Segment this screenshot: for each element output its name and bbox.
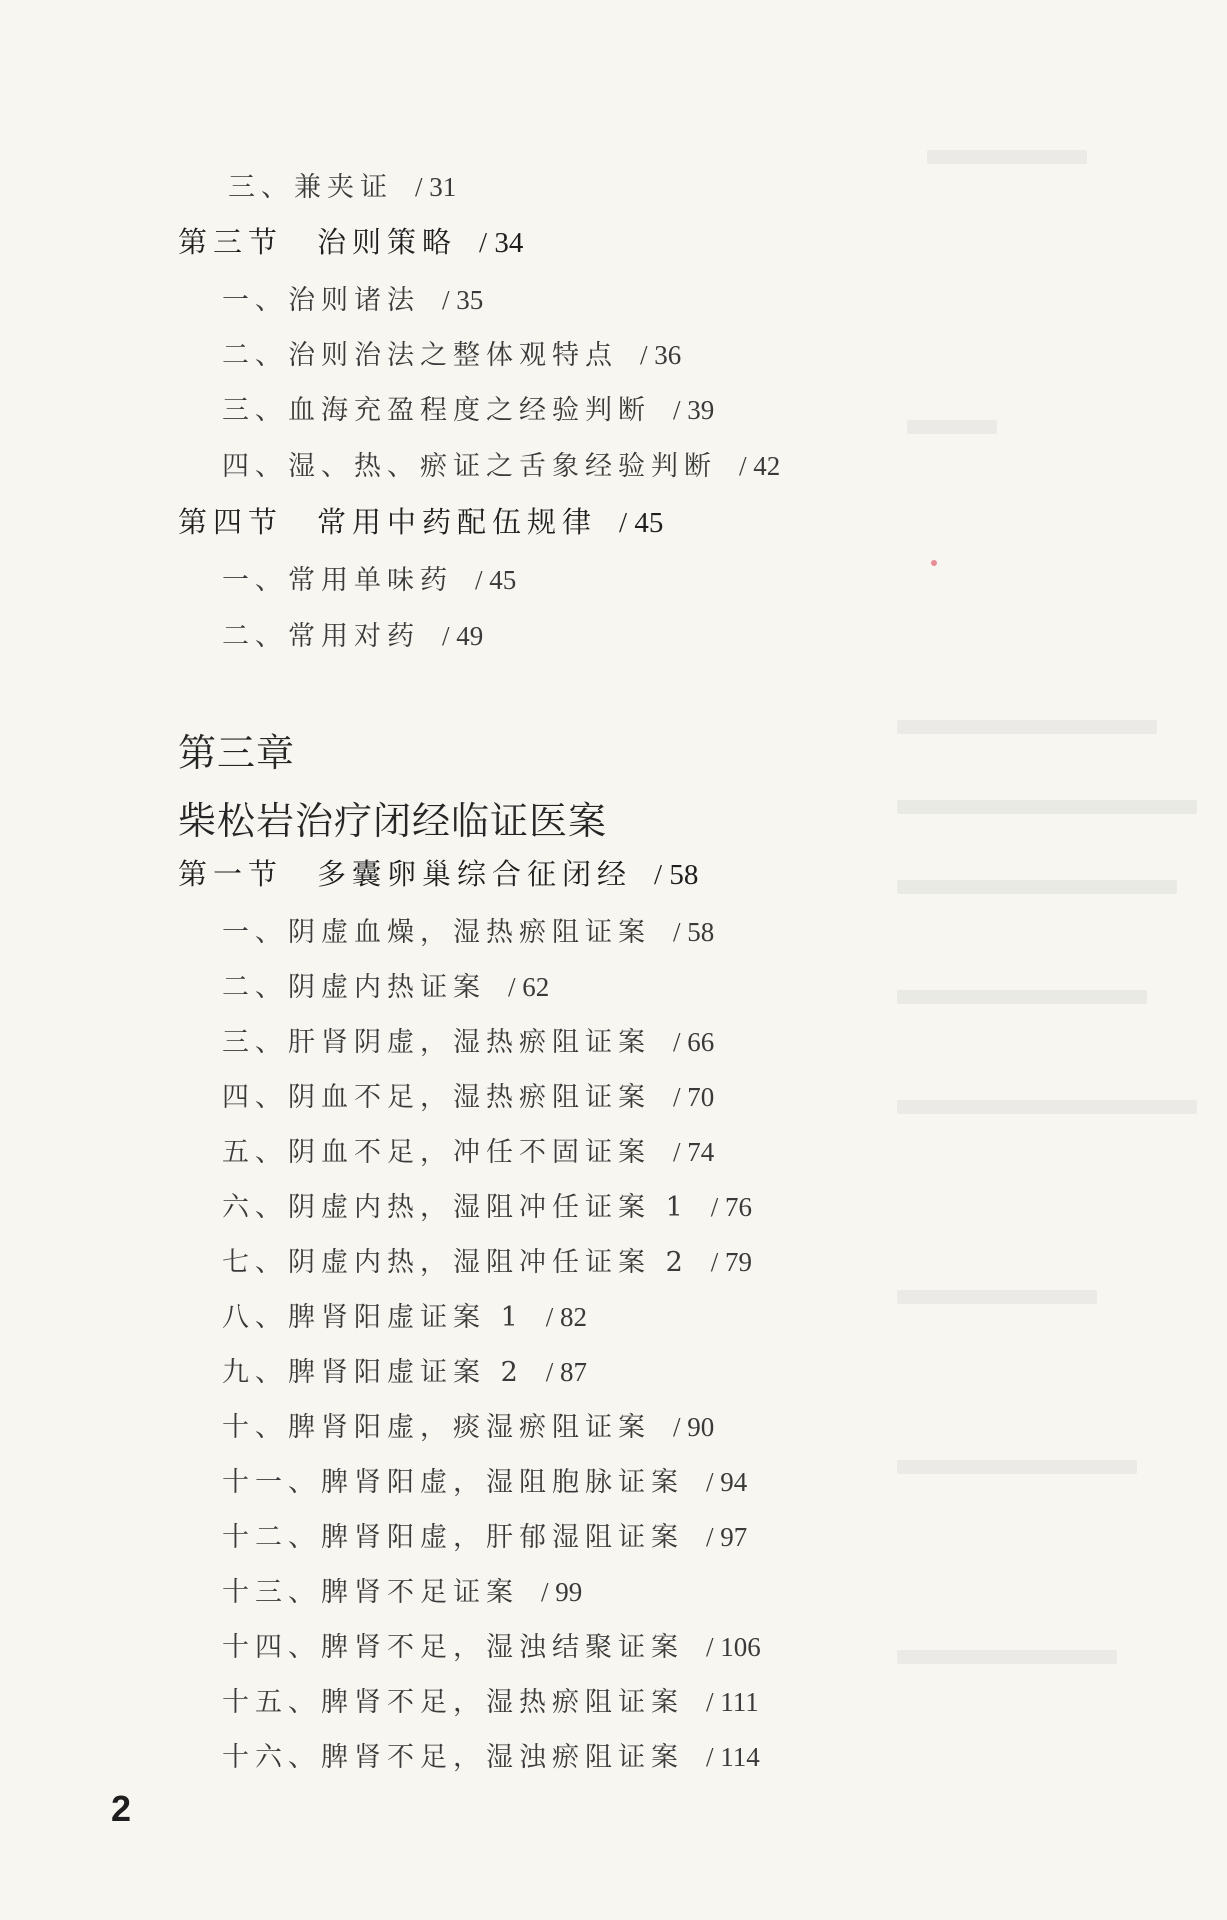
entry-page: / 36: [640, 340, 682, 370]
entry-page: / 66: [673, 1027, 715, 1057]
toc-entry: [222, 1350, 587, 1389]
toc-entry: [222, 558, 516, 597]
section-page: / 34: [479, 227, 524, 259]
toc-entry: [222, 388, 714, 427]
toc-entry: [222, 1075, 714, 1114]
entry-page: / 49: [442, 621, 484, 651]
toc-entry: [222, 1460, 747, 1499]
toc-entry: [222, 965, 549, 1004]
entry-page: / 74: [673, 1137, 715, 1167]
toc-entry: [222, 1680, 759, 1719]
toc-entry: [222, 278, 483, 317]
entry-page: / 79: [710, 1247, 753, 1277]
toc-entry: [222, 614, 483, 653]
entry-page: / 106: [706, 1632, 761, 1662]
section-heading: [178, 500, 663, 541]
entry-page: / 82: [545, 1302, 588, 1332]
section-label: 第一节: [178, 857, 284, 891]
entry-label: 二、治则治法之整体观特点: [222, 340, 618, 371]
entry-label: 三、肝肾阴虚，湿热瘀阻证案: [222, 1027, 651, 1058]
toc-entry: [222, 1405, 714, 1444]
entry-page: / 31: [415, 172, 457, 202]
entry-page: / 90: [673, 1412, 715, 1442]
toc-entry: [222, 1515, 747, 1554]
section-title: 多囊卵巢综合征闭经: [317, 857, 633, 891]
entry-page: / 87: [545, 1357, 588, 1387]
chapter-number: 第三章: [178, 731, 296, 775]
page-number: 2: [111, 1788, 132, 1829]
section-title: 常用中药配伍规律: [317, 505, 598, 539]
entry-label: 四、阴血不足，湿热瘀阻证案: [222, 1082, 651, 1113]
toc-entry: [222, 1185, 752, 1224]
toc-entry: [222, 1625, 761, 1664]
entry-label: 一、常用单味药: [222, 565, 453, 596]
entry-label: 十、脾肾阳虚，痰湿瘀阻证案: [222, 1412, 651, 1443]
section-page: / 45: [619, 507, 664, 539]
toc-entry: [222, 1295, 587, 1334]
toc-entry: [222, 1020, 714, 1059]
ink-speck: [931, 560, 937, 566]
section-heading: [178, 220, 523, 261]
entry-label: 一、阴虚血燥，湿热瘀阻证案: [222, 917, 651, 948]
entry-page: / 111: [706, 1687, 759, 1717]
section-label: 第四节: [178, 505, 284, 539]
entry-label: 十三、脾肾不足证案: [222, 1577, 519, 1608]
toc-entry: [222, 444, 780, 483]
entry-label: 五、阴血不足，冲任不固证案: [222, 1137, 651, 1168]
chapter-title: 柴松岩治疗闭经临证医案: [178, 799, 608, 843]
entry-label: 十四、脾肾不足，湿浊结聚证案: [222, 1632, 684, 1663]
entry-label: 十一、脾肾阳虚，湿阻胞脉证案: [222, 1467, 684, 1498]
toc-entry: [222, 910, 714, 949]
entry-label: 二、阴虚内热证案: [222, 972, 486, 1003]
toc-entry: [222, 1570, 582, 1609]
entry-page: / 76: [710, 1192, 753, 1222]
entry-label: 十五、脾肾不足，湿热瘀阻证案: [222, 1687, 684, 1718]
entry-page: / 35: [442, 285, 484, 315]
section-title: 治则策略: [317, 225, 458, 259]
section-heading: [178, 852, 698, 893]
toc-entry: [222, 1130, 714, 1169]
entry-label: 二、常用对药: [222, 621, 420, 652]
entry-page: / 99: [541, 1577, 583, 1607]
entry-label: 八、脾肾阳虚证案 1: [222, 1302, 524, 1333]
entry-page: / 114: [706, 1742, 760, 1772]
entry-page: / 58: [673, 917, 715, 947]
entry-label: 六、阴虚内热，湿阻冲任证案 1: [222, 1192, 689, 1223]
entry-page: / 94: [706, 1467, 748, 1497]
entry-label: 三、兼夹证: [228, 172, 393, 203]
entry-label: 十六、脾肾不足，湿浊瘀阻证案: [222, 1742, 684, 1773]
entry-label: 十二、脾肾阳虚，肝郁湿阻证案: [222, 1522, 684, 1553]
entry-page: / 62: [508, 972, 550, 1002]
entry-label: 一、治则诸法: [222, 285, 420, 316]
section-page: / 58: [654, 859, 699, 891]
entry-label: 九、脾肾阳虚证案 2: [222, 1357, 524, 1388]
entry-page: / 45: [475, 565, 517, 595]
section-label: 第三节: [178, 225, 284, 259]
toc-entry: [228, 165, 456, 204]
toc-entry: [222, 333, 681, 372]
entry-page: / 39: [673, 395, 715, 425]
toc-entry: [222, 1735, 760, 1774]
entry-label: 四、湿、热、瘀证之舌象经验判断: [222, 451, 717, 482]
entry-label: 三、血海充盈程度之经验判断: [222, 395, 651, 426]
entry-page: / 70: [673, 1082, 715, 1112]
entry-label: 七、阴虚内热，湿阻冲任证案 2: [222, 1247, 689, 1278]
toc-entry: [222, 1240, 752, 1279]
show-through-texture: [887, 0, 1227, 1920]
entry-page: / 42: [739, 451, 781, 481]
entry-page: / 97: [706, 1522, 748, 1552]
